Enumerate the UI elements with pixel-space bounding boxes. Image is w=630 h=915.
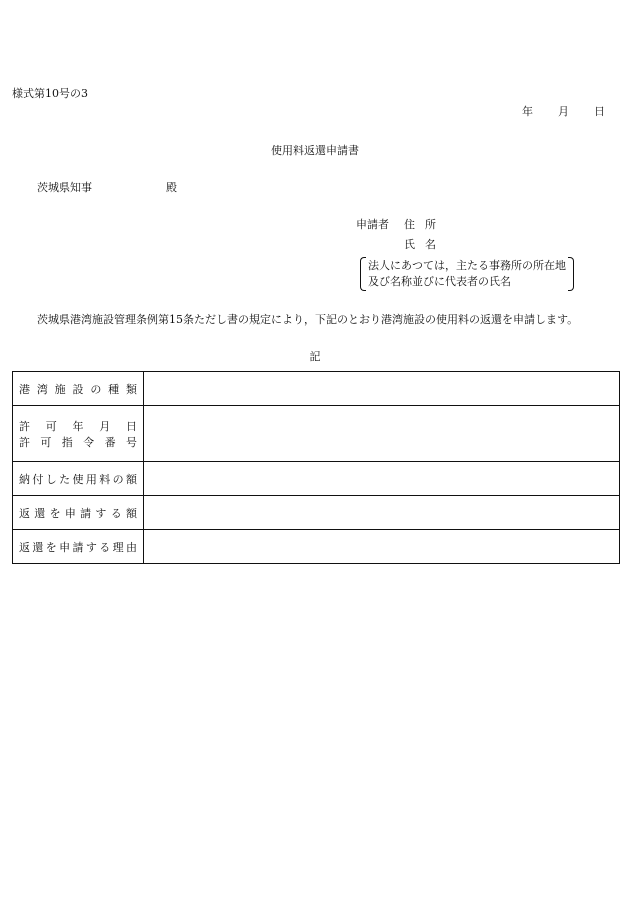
addressee-honorific: 殿 <box>166 181 177 194</box>
table-row <box>13 530 620 564</box>
facility-type-label <box>19 381 137 397</box>
corporate-note <box>360 256 574 292</box>
row-label <box>13 530 144 564</box>
label-char: す <box>85 540 97 554</box>
table-row <box>13 406 620 462</box>
table-row <box>13 496 620 530</box>
label-char: 指 <box>61 435 73 449</box>
label-char: る <box>99 540 111 554</box>
right-bracket <box>568 257 574 291</box>
label-char: 設 <box>72 382 84 396</box>
label-char: 許 <box>19 435 30 449</box>
document-title: 使用料返還申請書 <box>271 144 359 157</box>
date-month-label: 月 <box>558 105 569 118</box>
corporate-note-line2: 及び名称並びに代表者の氏名 <box>368 275 511 288</box>
address-label: 住所 <box>404 218 446 231</box>
corporate-note-line1: 法人にあつては，主たる事務所の所在地 <box>368 259 566 272</box>
refund-amount-label <box>19 505 137 521</box>
label-char: 申 <box>64 506 76 520</box>
permit-date-label <box>19 418 137 434</box>
label-char: 令 <box>83 435 95 449</box>
label-char: 日 <box>126 419 137 433</box>
label-char: 還 <box>34 506 46 520</box>
permit-number-label <box>19 434 137 450</box>
name-label: 氏名 <box>404 238 446 251</box>
paid-fee-label <box>19 471 137 487</box>
left-bracket <box>360 257 366 291</box>
label-char: 納 <box>19 472 30 486</box>
label-char: 付 <box>32 472 44 486</box>
addressee-name: 茨城県知事 <box>37 181 92 194</box>
label-char: 年 <box>72 419 84 433</box>
label-char: 号 <box>125 435 137 449</box>
form-number: 様式第10号の3 <box>12 87 88 100</box>
date-year-label: 年 <box>522 105 533 118</box>
label-char: た <box>59 472 71 486</box>
permit-date-number-field[interactable] <box>144 406 620 462</box>
label-char: 請 <box>72 540 84 554</box>
row-label <box>13 496 144 530</box>
applicant-label: 申請者 <box>356 218 389 231</box>
label-char: 許 <box>19 419 30 433</box>
detail-table <box>12 371 620 564</box>
refund-amount-field[interactable] <box>144 496 620 530</box>
label-char: す <box>95 506 107 520</box>
table-row <box>13 372 620 406</box>
label-char: る <box>110 506 122 520</box>
paid-fee-field[interactable] <box>144 462 620 496</box>
label-char: 可 <box>45 419 57 433</box>
label-char: 類 <box>125 382 137 396</box>
label-char: 申 <box>59 540 71 554</box>
label-char: 返 <box>19 540 30 554</box>
label-char: 湾 <box>36 382 48 396</box>
facility-type-field[interactable] <box>144 372 620 406</box>
refund-reason-label <box>19 539 137 555</box>
label-char: 額 <box>125 506 137 520</box>
label-char: 月 <box>99 419 111 433</box>
label-char: 額 <box>126 472 137 486</box>
label-char: 理 <box>112 540 124 554</box>
label-char: 料 <box>99 472 111 486</box>
label-char: 種 <box>108 382 120 396</box>
row-label <box>13 406 144 462</box>
label-char: の <box>112 472 124 486</box>
label-char: を <box>49 506 61 520</box>
label-char: の <box>90 382 102 396</box>
label-char: 用 <box>85 472 97 486</box>
label-char: 可 <box>40 435 52 449</box>
row-label <box>13 372 144 406</box>
ki-heading: 記 <box>309 350 321 363</box>
application-statement: 茨城県港湾施設管理条例第15条ただし書の規定により，下記のとおり港湾施設の使用料の返還を申請します。 <box>37 313 579 326</box>
label-char: 返 <box>19 506 30 520</box>
label-char: 番 <box>104 435 116 449</box>
label-char: を <box>45 540 57 554</box>
label-char: 施 <box>54 382 66 396</box>
label-char: 請 <box>80 506 92 520</box>
label-char: 還 <box>32 540 44 554</box>
label-char: 港 <box>19 382 30 396</box>
label-char: 由 <box>126 540 137 554</box>
date-day-label: 日 <box>594 105 605 118</box>
label-char: 使 <box>72 472 84 486</box>
label-char: し <box>45 472 57 486</box>
row-label <box>13 462 144 496</box>
refund-reason-field[interactable] <box>144 530 620 564</box>
table-row <box>13 462 620 496</box>
